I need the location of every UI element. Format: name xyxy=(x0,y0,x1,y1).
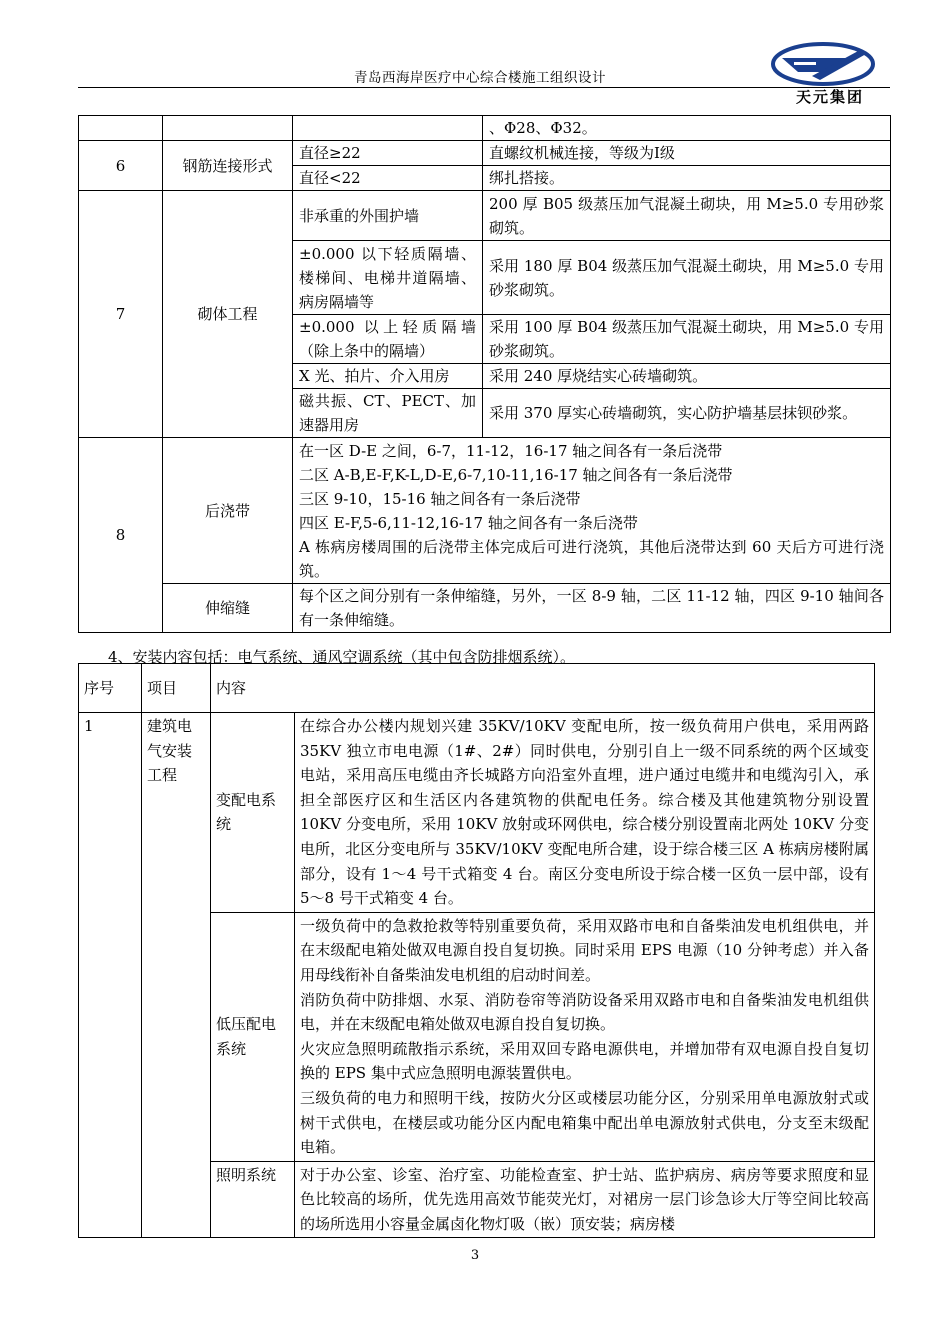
table-cell: 、Φ28、Φ32。 xyxy=(483,116,891,141)
table-row xyxy=(79,141,891,166)
text-line: 三区 9-10，15-16 轴之间各有一条后浇带 xyxy=(299,489,581,508)
row-number: 8 xyxy=(79,438,163,633)
table-cell xyxy=(163,116,293,141)
table-cell: 直螺纹机械连接，等级为Ⅰ级 xyxy=(483,141,891,166)
row-number: 1 xyxy=(79,713,142,1238)
table-cell: 每个区之间分别有一条伸缩缝，另外，一区 8-9 轴，二区 11-12 轴，四区 9-10 轴间各有一条伸缩缝。 xyxy=(293,584,891,633)
table-cell: 非承重的外围护墙 xyxy=(293,191,483,241)
page-number: 3 xyxy=(470,1248,480,1263)
table-cell: 磁共振、CT、PECT、加速器用房 xyxy=(293,389,483,438)
table-header-row xyxy=(79,664,875,713)
table-row xyxy=(79,584,891,633)
section-intro: 4、安装内容包括：电气系统、通风空调系统（其中包含防排烟系统）。 xyxy=(108,648,576,666)
materials-table xyxy=(78,115,891,633)
section-content xyxy=(295,1161,875,1238)
row-number: 7 xyxy=(79,191,163,438)
table-row xyxy=(79,713,875,913)
table-row xyxy=(79,191,891,241)
table-cell: 采用 240 厚烧结实心砖墙砌筑。 xyxy=(483,364,891,389)
row-number: 6 xyxy=(79,141,163,191)
header-item: 项目 xyxy=(142,664,211,713)
table-row xyxy=(79,438,891,584)
text-line: 在一区 D-E 之间，6-7，11-12，16-17 轴之间各有一条后浇带 xyxy=(299,441,723,460)
table-cell xyxy=(293,116,483,141)
row-item: 建筑电气安装工程 xyxy=(142,713,211,1238)
table-cell: ±0.000 以下轻质隔墙、楼梯间、电梯井道隔墙、病房隔墙等 xyxy=(293,241,483,315)
header-no: 序号 xyxy=(79,664,142,713)
table-cell: X 光、拍片、介入用房 xyxy=(293,364,483,389)
text-line: A 栋病房楼周围的后浇带主体完成后可进行浇筑，其他后浇带达到 60 天后方可进行浇筑。 xyxy=(299,537,884,580)
row-item: 伸缩缝 xyxy=(163,584,293,633)
table-cell: 采用 370 厚实心砖墙砌筑，实心防护墙基层抹钡砂浆。 xyxy=(483,389,891,438)
header-title: 青岛西海岸医疗中心综合楼施工组织设计 xyxy=(354,70,606,86)
row-item: 砌体工程 xyxy=(163,191,293,438)
header-content: 内容 xyxy=(211,664,875,713)
table-cell: 采用 180 厚 B04 级蒸压加气混凝土砌块，用 M≥5.0 专用砂浆砌筑。 xyxy=(483,241,891,315)
table-cell xyxy=(79,116,163,141)
table-cell: 绑扎搭接。 xyxy=(483,166,891,191)
paragraph: 消防负荷中防排烟、水泵、消防卷帘等消防设备采用双路市电和自备柴油发电机组供电，并在末级配电箱处做双电源自投自复切换。 xyxy=(300,990,870,1034)
section-name: 低压配电系统 xyxy=(211,912,295,1161)
paragraph: 三级负荷的电力和照明干线，按防火分区或楼层功能分区，分别采用单电源放射式或树干式供电，在楼层或功能分区内配电箱集中配出单电源放射式供电，分支至末级配电箱。 xyxy=(300,1088,870,1157)
table-cell: 200 厚 B05 级蒸压加气混凝土砌块，用 M≥5.0 专用砂浆砌筑。 xyxy=(483,191,891,241)
paragraph: 对于办公室、诊室、治疗室、功能检查室、护士站、监护病房、病房等要求照度和显色比较高的场所，优先选用高效节能荧光灯，对裙房一层门诊急诊大厅等空间比较高的场所选用小容量金属卤化物灯吸（嵌）顶安装；病房楼 xyxy=(300,1165,870,1233)
section-content xyxy=(295,912,875,1161)
logo-text: 天元集团 xyxy=(795,88,864,106)
table-cell: 采用 100 厚 B04 级蒸压加气混凝土砌块，用 M≥5.0 专用砂浆砌筑。 xyxy=(483,315,891,364)
installation-table xyxy=(78,663,875,1238)
row-item: 后浇带 xyxy=(163,438,293,584)
section-name: 照明系统 xyxy=(211,1161,295,1238)
table-cell: 直径≥22 xyxy=(293,141,483,166)
table-cell: ±0.000 以上轻质隔墙（除上条中的隔墙） xyxy=(293,315,483,364)
paragraph: 在综合办公楼内规划兴建 35KV/10KV 变配电所，按一级负荷用户供电，采用两路 35KV 独立市电电源（1#、2#）同时供电，分别引自上一级不同系统的两个区域变电站，采用高压电缆由齐长城路方向沿室外直埋，进户通过电缆井和电缆沟引入，承担全部医疗区和生活区内各建筑物的供配电任务。综合楼及其他建筑物分别设置 10KV 分变电所，采用 10KV 放射或环网供电，综合楼分别设置南北两处 10KV 分变电所，北区分变电所与 35KV/10KV 变配电所合建，设于综合楼三区 A 栋病房楼附属部分，设有 1～4 号干式箱变 4 台。南区分变电所设于综合楼一区负一层中部，设有 5～8 号干式箱变 4 台。 xyxy=(300,717,870,908)
paragraph: 一级负荷中的急救抢救等特别重要负荷，采用双路市电和自备柴油发电机组供电，并在末级配电箱处做双电源自投自复切换。同时采用 EPS 电源（10 分钟考虑）并入备用母线衔补自备柴油发电机组的启动时间差。 xyxy=(300,916,870,984)
row-item: 钢筋连接形式 xyxy=(163,141,293,191)
section-name: 变配电系统 xyxy=(211,713,295,913)
table-cell: 直径<22 xyxy=(293,166,483,191)
paragraph: 火灾应急照明疏散指示系统，采用双回专路电源供电，并增加带有双电源自投自复切换的 EPS 集中式应急照明电源装置供电。 xyxy=(300,1039,870,1083)
table-row xyxy=(79,116,891,141)
text-line: 二区 A-B,E-F,K-L,D-E,6-7,10-11,16-17 轴之间各有一条后浇带 xyxy=(299,465,733,484)
text-line: 四区 E-F,5-6,11-12,16-17 轴之间各有一条后浇带 xyxy=(299,513,638,532)
section-content xyxy=(295,713,875,913)
table-cell xyxy=(293,438,891,584)
